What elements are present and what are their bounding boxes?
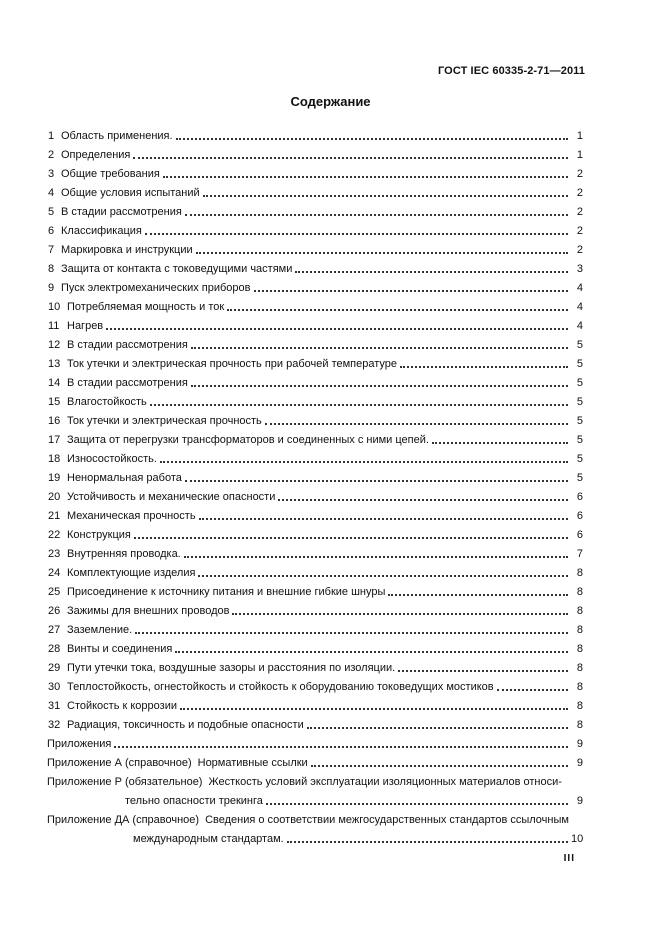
- toc-entry-page: 4: [576, 301, 583, 313]
- toc-entry-number: 31: [48, 700, 61, 712]
- toc-entry-label: В стадии рассмотрения: [67, 339, 188, 351]
- appendix-title: Сведения о соответствии межгосударственных стандартов ссылочным: [205, 814, 569, 826]
- toc-entry-label: В стадии рассмотрения: [61, 206, 182, 218]
- toc-entry-label: Определения: [61, 149, 131, 161]
- dot-leader: [295, 271, 568, 273]
- toc-entry[interactable]: [48, 713, 583, 732]
- toc-entry-label: Механическая прочность: [67, 510, 196, 522]
- toc-entry-label: Защита от перегрузки трансформаторов и соединенных с ними цепей.: [67, 434, 429, 446]
- toc-entry-number: 30: [48, 681, 61, 693]
- toc-entry-number: 23: [48, 548, 61, 560]
- toc-entry-label: Устойчивость и механические опасности: [67, 491, 276, 503]
- toc-entry-appendix[interactable]: [47, 751, 583, 770]
- toc-entry-page: 10: [571, 833, 584, 845]
- dot-leader: [278, 499, 568, 501]
- toc-entry[interactable]: [48, 238, 583, 257]
- toc-entry-number: 32: [48, 719, 61, 731]
- toc-entry-number: 9: [48, 282, 55, 294]
- toc-entry-number: 14: [48, 377, 61, 389]
- toc-entry-page: 5: [576, 339, 583, 351]
- dot-leader: [307, 727, 568, 729]
- toc-entry[interactable]: [48, 580, 583, 599]
- toc-entry-page: 6: [576, 529, 583, 541]
- toc-entry-number: 6: [48, 225, 55, 237]
- dot-leader: [163, 176, 568, 178]
- dot-leader: [133, 157, 568, 159]
- dot-leader: [150, 404, 568, 406]
- toc-entry[interactable]: [48, 618, 583, 637]
- dot-leader: [160, 461, 568, 463]
- toc-entry[interactable]: [48, 200, 583, 219]
- toc-entry[interactable]: [48, 599, 583, 618]
- toc-entry[interactable]: [48, 371, 583, 390]
- toc-entry[interactable]: [48, 504, 583, 523]
- dot-leader: [106, 328, 568, 330]
- dot-leader: [287, 841, 568, 843]
- toc-entry-label: Пути утечки тока, воздушные зазоры и расстояния по изоляции.: [67, 662, 396, 674]
- toc-entry-number: 5: [48, 206, 55, 218]
- appendix-title: Жесткость условий эксплуатации изоляционных материалов относи-: [208, 776, 562, 788]
- toc-entry-page: 9: [576, 757, 583, 769]
- toc-entry-label: Влагостойкость: [67, 396, 147, 408]
- toc-entry[interactable]: [48, 352, 583, 371]
- toc-entry-number: 26: [48, 605, 61, 617]
- toc-entry-label: Защита от контакта с токоведущими частями: [61, 263, 293, 275]
- toc-entry[interactable]: [48, 162, 583, 181]
- toc-entry-number: 3: [48, 168, 55, 180]
- toc-entry-page: 6: [576, 510, 583, 522]
- toc-entry-number: 10: [48, 301, 61, 313]
- toc-entry-page: 8: [576, 719, 583, 731]
- toc-entry-label: Ток утечки и электрическая прочность при рабочей температуре: [67, 358, 398, 370]
- toc-entry-number: 13: [48, 358, 61, 370]
- toc-entry-number: 7: [48, 244, 55, 256]
- dot-leader: [191, 385, 568, 387]
- toc-entry-label: Общие требования: [61, 168, 160, 180]
- toc-entry-number: 16: [48, 415, 61, 427]
- toc-entry-number: 8: [48, 263, 55, 275]
- toc-entry-page: 5: [576, 396, 583, 408]
- dot-leader: [185, 214, 568, 216]
- toc-entry[interactable]: [48, 675, 583, 694]
- dot-leader: [398, 670, 568, 672]
- toc-entry-appendices[interactable]: [47, 732, 583, 751]
- toc-entry[interactable]: [48, 656, 583, 675]
- dot-leader: [175, 651, 568, 653]
- dot-leader: [196, 252, 568, 254]
- toc-entry-label: Классификация: [61, 225, 142, 237]
- toc-entry-page: 8: [576, 586, 583, 598]
- toc-entry-appendix[interactable]: [47, 770, 583, 808]
- dot-leader: [180, 708, 568, 710]
- toc-entry[interactable]: [48, 257, 583, 276]
- dot-leader: [176, 138, 568, 140]
- toc-entry-number: 2: [48, 149, 55, 161]
- toc-entry-label: Заземление.: [67, 624, 133, 636]
- toc-entry[interactable]: [48, 181, 583, 200]
- toc-entry[interactable]: [48, 276, 583, 295]
- appendix-title-continued: международным стандартам.: [133, 833, 284, 845]
- dot-leader: [432, 442, 568, 444]
- toc-entry-page: 8: [576, 681, 583, 693]
- toc-entry-label: Стойкость к коррозии: [67, 700, 177, 712]
- appendix-prefix: Приложение А (справочное): [47, 757, 192, 769]
- toc-entry-label: Комплектующие изделия: [67, 567, 196, 579]
- toc-entry-number: 19: [48, 472, 61, 484]
- appendix-title-continued: тельно опасности трекинга: [125, 795, 263, 807]
- toc-entry-page: 5: [576, 377, 583, 389]
- toc-entry-page: 5: [576, 453, 583, 465]
- toc-entry-page: 5: [576, 415, 583, 427]
- toc-entry-number: 20: [48, 491, 61, 503]
- dot-leader: [185, 480, 568, 482]
- toc-entry[interactable]: [48, 466, 583, 485]
- toc-entry-page: 5: [576, 358, 583, 370]
- toc-entry[interactable]: [48, 447, 583, 466]
- toc-entry-label: Нагрев: [67, 320, 104, 332]
- dot-leader: [266, 803, 568, 805]
- toc-entry-appendix[interactable]: [47, 808, 583, 846]
- toc-entry-label: Конструкция: [67, 529, 131, 541]
- toc-entry[interactable]: [48, 561, 583, 580]
- dot-leader: [497, 689, 568, 691]
- toc-entry-number: 25: [48, 586, 61, 598]
- toc-entry-number: 18: [48, 453, 61, 465]
- appendix-title: Нормативные ссылки: [197, 757, 308, 769]
- dot-leader: [145, 233, 568, 235]
- toc-entry-label: Пуск электромеханических приборов: [61, 282, 251, 294]
- dot-leader: [114, 746, 568, 748]
- toc-entry-page: 1: [576, 149, 583, 161]
- dot-leader: [134, 537, 568, 539]
- toc-entry-page: 8: [576, 624, 583, 636]
- toc-entry-number: 11: [48, 320, 60, 332]
- toc-entry-page: 5: [576, 472, 583, 484]
- toc-entry-page: 7: [576, 548, 583, 560]
- toc-entry-label: Износостойкость.: [67, 453, 157, 465]
- toc-entry[interactable]: [48, 143, 583, 162]
- toc-entry-page: 2: [576, 187, 583, 199]
- dot-leader: [265, 423, 568, 425]
- toc-entry-label: Присоединение к источнику питания и внешние гибкие шнуры: [67, 586, 386, 598]
- toc-entry[interactable]: [48, 637, 583, 656]
- toc-entry-page: 8: [576, 662, 583, 674]
- toc-entry-page: 8: [576, 700, 583, 712]
- toc-entry-label: Ненормальная работа: [67, 472, 182, 484]
- toc-entry[interactable]: [48, 409, 583, 428]
- toc-entry[interactable]: [48, 219, 583, 238]
- dot-leader: [311, 765, 568, 767]
- toc-entry-label: Винты и соединения: [67, 643, 173, 655]
- table-of-contents: [48, 124, 583, 846]
- toc-entry[interactable]: [48, 124, 583, 143]
- appendix-prefix: Приложение Р (обязательное): [47, 776, 203, 788]
- toc-entry-number: 28: [48, 643, 61, 655]
- toc-entry-page: 9: [576, 795, 583, 807]
- toc-entry-number: 22: [48, 529, 61, 541]
- toc-entry-number: 24: [48, 567, 61, 579]
- toc-entry-page: 8: [576, 643, 583, 655]
- appendix-prefix: Приложение ДА (справочное): [47, 814, 200, 826]
- toc-entry-number: 27: [48, 624, 61, 636]
- toc-entry-label: Теплостойкость, огнестойкость и стойкость к оборудованию токоведущих мостиков: [67, 681, 494, 693]
- toc-entry-page: 8: [576, 605, 583, 617]
- toc-entry[interactable]: [48, 333, 583, 352]
- toc-entry-page: 1: [576, 130, 583, 142]
- toc-entry-label: Внутренняя проводка.: [67, 548, 181, 560]
- toc-entry-page: 2: [576, 244, 583, 256]
- toc-entry[interactable]: [48, 390, 583, 409]
- dot-leader: [232, 613, 568, 615]
- dot-leader: [254, 290, 569, 292]
- toc-entry[interactable]: [48, 485, 583, 504]
- dot-leader: [198, 575, 568, 577]
- toc-entry[interactable]: [48, 542, 583, 561]
- dot-leader: [184, 556, 568, 558]
- dot-leader: [199, 518, 568, 520]
- toc-entry-page: 6: [576, 491, 583, 503]
- toc-entry[interactable]: [48, 428, 583, 447]
- toc-entry-number: 15: [48, 396, 61, 408]
- toc-entry-page: 9: [576, 738, 583, 750]
- toc-entry-label: В стадии рассмотрения: [67, 377, 188, 389]
- toc-entry[interactable]: [48, 523, 583, 542]
- toc-entry[interactable]: [48, 295, 583, 314]
- dot-leader: [400, 366, 568, 368]
- toc-entry-number: 1: [48, 130, 55, 142]
- toc-entry-label: Зажимы для внешних проводов: [67, 605, 230, 617]
- toc-entry-page: 4: [576, 320, 583, 332]
- dot-leader: [135, 632, 568, 634]
- toc-entry-label: Маркировка и инструкции: [61, 244, 193, 256]
- dot-leader: [227, 309, 568, 311]
- toc-entry-number: 17: [48, 434, 61, 446]
- standard-header: ГОСТ IEC 60335-2-71—2011: [437, 65, 585, 77]
- toc-entry-label: Общие условия испытаний: [61, 187, 200, 199]
- toc-entry-page: 2: [576, 225, 583, 237]
- toc-entry-label: Область применения.: [61, 130, 173, 142]
- toc-entry-number: 12: [48, 339, 61, 351]
- toc-entry-label: Ток утечки и электрическая прочность: [67, 415, 262, 427]
- toc-entry-page: 8: [576, 567, 583, 579]
- toc-entry-page: 5: [576, 434, 583, 446]
- toc-entry-page: 2: [576, 168, 583, 180]
- toc-entry-page: 4: [576, 282, 583, 294]
- dot-leader: [191, 347, 568, 349]
- toc-entry-label: Приложения: [47, 738, 112, 750]
- toc-entry-number: 4: [48, 187, 55, 199]
- toc-entry-label: Потребляемая мощность и ток: [67, 301, 225, 313]
- dot-leader: [388, 594, 568, 596]
- toc-entry[interactable]: [48, 694, 583, 713]
- toc-entry-number: 29: [48, 662, 61, 674]
- toc-entry-label: Радиация, токсичность и подобные опасности: [67, 719, 304, 731]
- page-number-roman: III: [563, 853, 575, 864]
- toc-entry-page: 3: [576, 263, 583, 275]
- toc-entry[interactable]: [48, 314, 583, 333]
- toc-entry-number: 21: [48, 510, 61, 522]
- toc-entry-page: 2: [576, 206, 583, 218]
- page-title: Содержание: [290, 94, 371, 109]
- dot-leader: [203, 195, 568, 197]
